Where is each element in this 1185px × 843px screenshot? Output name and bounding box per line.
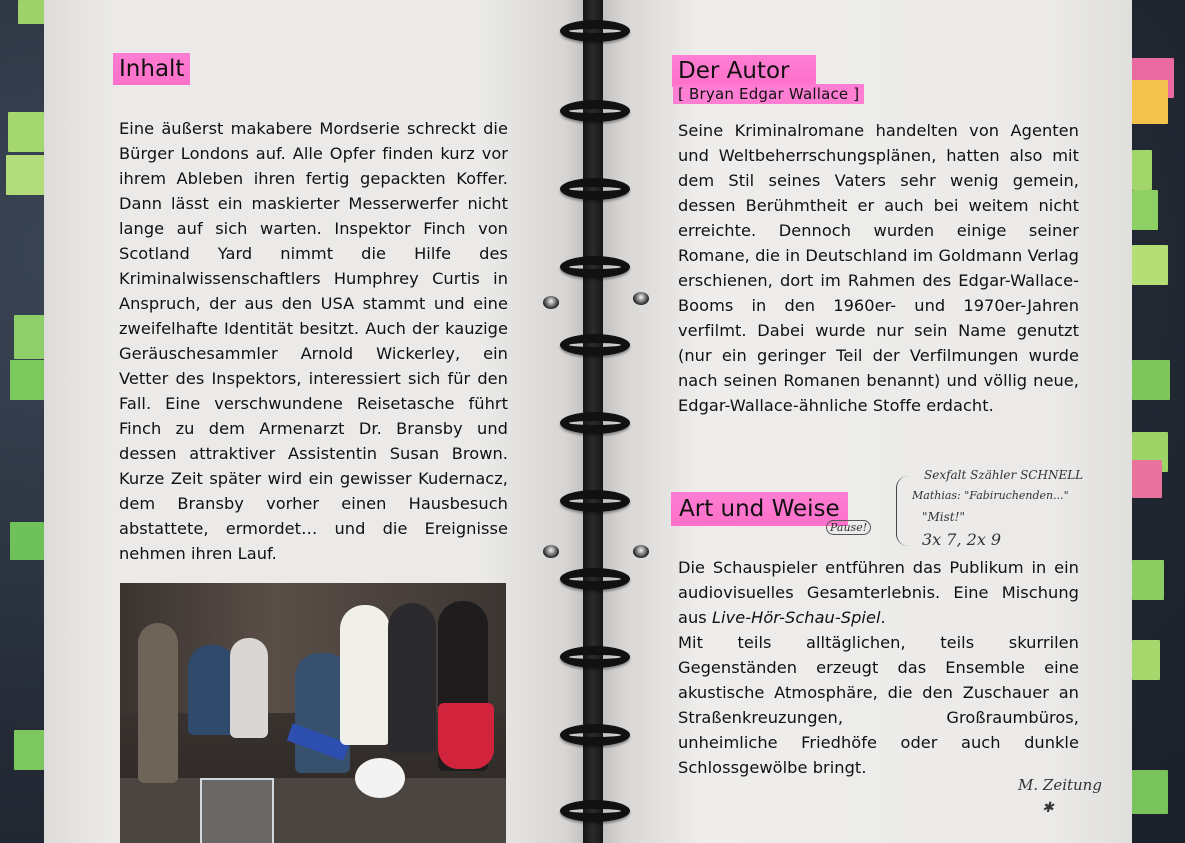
sticky-tab xyxy=(10,360,44,400)
sticky-tab xyxy=(1132,80,1168,124)
sticky-tab xyxy=(1132,460,1162,498)
handwritten-aside: Pause! xyxy=(826,520,871,535)
sticky-tab xyxy=(1132,190,1158,230)
sticky-tab xyxy=(14,315,44,359)
author-name: [ Bryan Edgar Wallace ] xyxy=(673,84,864,104)
section-title-art-und-weise: Art und Weise xyxy=(671,492,848,526)
handwritten-note: Mathias: "Fabiruchenden..." xyxy=(912,489,1069,502)
binder-ring xyxy=(560,412,630,434)
hat xyxy=(355,758,405,798)
signature-mark: ✱ xyxy=(1042,800,1054,816)
binder-ring xyxy=(560,490,630,512)
punch-hole xyxy=(543,545,559,558)
handwritten-note: Sexfalt Szähler SCHNELL xyxy=(924,468,1084,482)
handwritten-note: 3x 7, 2x 9 xyxy=(922,530,1002,549)
punch-hole xyxy=(633,545,649,558)
performer xyxy=(188,645,236,735)
sticky-tab xyxy=(1132,770,1168,814)
art-und-weise-paragraph-2: Mit teils alltäglichen, teils skurrilen Gegenständen erzeugt das Ensemble eine akustische Atmosphäre, die den Zuschauer an Straßenkreuzungen, Großraumbüros, unheimliche Friedhöfe oder auch dunkle Schlossgewölbe bringt. xyxy=(678,633,1079,777)
binder-ring xyxy=(560,646,630,668)
sticky-tab xyxy=(1132,560,1164,600)
performer xyxy=(230,638,268,738)
autor-text: Seine Kriminalromane handelten von Agenten und Weltbeherrschungsplänen, hatten also mit dem Stil seines Vaters sehr wenig gemein, dessen Berühmtheit er auch bei weitem nicht erreichte. Dennoch wurden einige seiner Romane, die in Deutschland im Goldmann Verlag erschienen, dort im Rahmen des Edgar-Wallace-Booms in den 1960er- und 1970er-Jahren verfilmt. Dabei wurde nur sein Name genutzt (nur ein geringer Teil der Verfilmungen wurde nach seinen Romanen benannt) und völlig neue, Edgar-Wallace-ähnliche Stoffe erdacht. xyxy=(678,121,1079,415)
binder-ring xyxy=(560,100,630,122)
crate xyxy=(200,778,274,843)
signature: M. Zeitung xyxy=(1018,776,1102,794)
sticky-tab xyxy=(10,522,44,560)
punch-hole xyxy=(543,296,559,309)
sticky-tab xyxy=(6,155,44,195)
binder-ring xyxy=(560,178,630,200)
binder-ring xyxy=(560,256,630,278)
photo-floor xyxy=(120,778,506,843)
sticky-tab xyxy=(14,730,44,770)
performer-skirt xyxy=(438,703,494,769)
binder-ring xyxy=(560,724,630,746)
binder-ring xyxy=(560,20,630,42)
binder-ring xyxy=(560,568,630,590)
sticky-tab xyxy=(1132,640,1160,680)
binder-ring xyxy=(560,800,630,822)
handwritten-note: "Mist!" xyxy=(922,510,965,524)
section-title-autor: Der Autor xyxy=(672,55,816,87)
performer xyxy=(340,605,390,745)
performer xyxy=(388,603,436,753)
sticky-tab xyxy=(8,112,44,152)
section-title-inhalt: Inhalt xyxy=(113,53,190,85)
inhalt-text: Eine äußerst makabere Mordserie schreckt die Bürger Londons auf. Alle Opfer finden kurz vor ihrem Ableben ihren fertig gepackten Koffer. Dann lässt ein maskierter Messerwerfer nicht lange auf sich warten. Inspektor Finch von Scotland Yard nimmt die Hilfe des Kriminalwissenschaftlers Humphrey Curtis in Anspruch, der aus den USA stammt und eine zweifelhafte Identität besitzt. Auch der kauzige Geräuschesammler Arnold Wickerley, ein Vetter des Inspektors, interessiert sich für den Fall. Eine verschwundene Reisetasche führt Finch zu dem Armenarzt Dr. Bransby und dessen attraktiver Assistentin Susan Brown. Kurze Zeit später wird ein gewisser Kudernacz, dem Bransby vorher einen Hausbesuch abstattete, ermordet… und die Ereignisse nehmen ihren Lauf. xyxy=(119,119,508,563)
handwritten-brace xyxy=(896,476,911,546)
sticky-tab xyxy=(1132,150,1152,190)
binder-ring xyxy=(560,334,630,356)
art-und-weise-text xyxy=(678,555,1079,780)
sticky-tab xyxy=(18,0,46,24)
ensemble-photo xyxy=(120,583,506,843)
punch-hole xyxy=(633,292,649,305)
sticky-tab xyxy=(1132,245,1168,285)
art-und-weise-paragraph-1: Die Schauspieler entführen das Publikum in ein audiovisuelles Gesamterlebnis. Eine Mischung aus Live-Hör-Schau-Spiel. xyxy=(678,558,1079,627)
performer xyxy=(138,623,178,783)
sticky-tab xyxy=(1132,360,1170,400)
